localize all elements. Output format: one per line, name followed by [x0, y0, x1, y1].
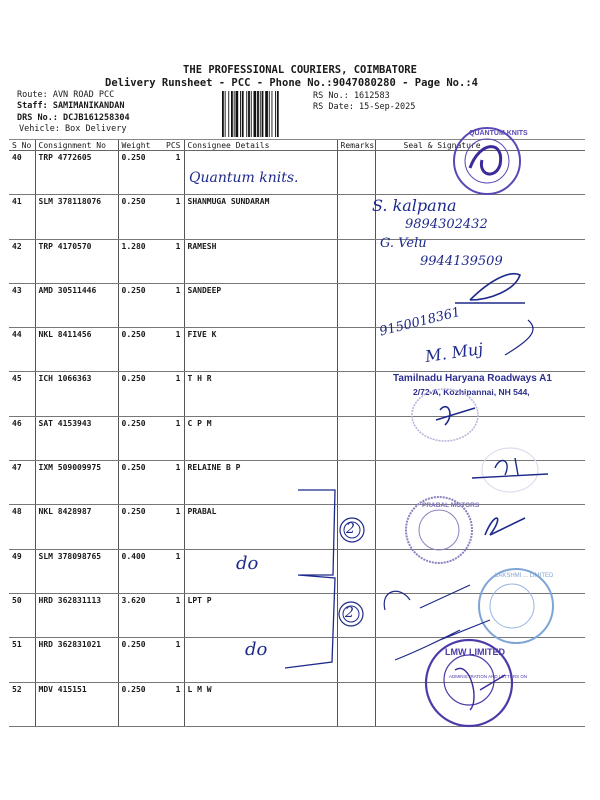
- barcode-bar: [260, 91, 261, 137]
- table-row: [9, 682, 585, 726]
- row-consignee: SANDEEP: [184, 283, 337, 327]
- row-pcs: 1: [163, 283, 184, 327]
- row-seal-signature: [375, 549, 585, 593]
- barcode-bar: [254, 91, 257, 137]
- table-row: [9, 283, 585, 327]
- barcode-bar: [242, 91, 244, 137]
- barcode-bar: [240, 91, 241, 137]
- barcode-bar: [248, 91, 250, 137]
- row-pcs: 1: [163, 416, 184, 460]
- row-pcs: 1: [163, 549, 184, 593]
- handwritten-consignee-note: Quantum knits.: [189, 170, 299, 186]
- col-pcs: PCS: [163, 140, 184, 151]
- row-pcs: 1: [163, 461, 184, 505]
- row-seal-signature: [375, 416, 585, 460]
- row-consignee: FIVE K: [184, 328, 337, 372]
- row-weight: 0.250: [118, 151, 163, 195]
- row-sno: 46: [9, 416, 35, 460]
- vehicle-label: Vehicle: Box Delivery: [19, 124, 127, 134]
- barcode-bar: [222, 91, 224, 137]
- row-weight: 0.250: [118, 195, 163, 239]
- row-sno: 52: [9, 682, 35, 726]
- row-consignment-no: IXM 509009975: [35, 461, 118, 505]
- row-consignment-no: SLM 378118076: [35, 195, 118, 239]
- rs-date: RS Date: 15-Sep-2025: [313, 102, 416, 112]
- row-remarks: [337, 416, 375, 460]
- row-sno: 44: [9, 328, 35, 372]
- row-consignee: [184, 549, 337, 593]
- row-remarks: [337, 195, 375, 239]
- route-label: Route: AVN ROAD PCC: [17, 90, 115, 100]
- row-consignment-no: HRD 362831113: [35, 593, 118, 637]
- lakshmi-stamp-text: LAKSHMI ... LIMITED: [495, 573, 554, 579]
- row-seal-signature: [375, 505, 585, 549]
- table-row: [9, 416, 585, 460]
- row-pcs: 1: [163, 328, 184, 372]
- row-consignment-no: TRP 4772605: [35, 151, 118, 195]
- row-consignee: L M W: [184, 682, 337, 726]
- row-remarks: [337, 283, 375, 327]
- row-seal-signature: [375, 593, 585, 637]
- row-sno: 43: [9, 283, 35, 327]
- row-weight: 0.250: [118, 283, 163, 327]
- barcode-bar: [257, 91, 259, 137]
- row-consignment-no: NKL 8411456: [35, 328, 118, 372]
- row-remarks: [337, 638, 375, 682]
- row-sno: 49: [9, 549, 35, 593]
- handwritten-phone-44: 9150018361: [378, 304, 462, 340]
- row-seal-signature: [375, 151, 585, 195]
- lmw-stamp-inner: ADMINISTRATION AND LETTERS ON: [449, 674, 528, 679]
- row-pcs: 1: [163, 505, 184, 549]
- thr-stamp-line1: Tamilnadu Haryana Roadways A1: [393, 373, 552, 384]
- row-consignee: RELAINE B P: [184, 461, 337, 505]
- row-remarks: [337, 328, 375, 372]
- row-pcs: 1: [163, 239, 184, 283]
- row-weight: 0.400: [118, 549, 163, 593]
- row-consignment-no: SLM 378098765: [35, 549, 118, 593]
- row-remarks: [337, 593, 375, 637]
- row-consignee: RAMESH: [184, 239, 337, 283]
- company-title: THE PROFESSIONAL COURIERS, COIMBATORE: [183, 64, 417, 76]
- row-remarks: [337, 372, 375, 416]
- row-sno: 40: [9, 151, 35, 195]
- barcode-bar: [272, 91, 273, 137]
- ditto-mark-51: do: [245, 639, 268, 660]
- row-remarks: [337, 682, 375, 726]
- thr-stamp-line2: 2/72-A, Kozhipannai, NH 544,: [413, 387, 530, 397]
- row-pcs: 1: [163, 195, 184, 239]
- table-row: [9, 549, 585, 593]
- row-consignment-no: TRP 4170570: [35, 239, 118, 283]
- row-pcs: 1: [163, 151, 184, 195]
- quantum-knits-stamp-text: QUANTUM KNITS: [469, 130, 528, 137]
- prabal-stamp-text: PRABAL MOTORS: [422, 502, 480, 509]
- row-consignee: C P M: [184, 416, 337, 460]
- handwritten-phone-41: 9894302432: [405, 217, 488, 232]
- row-sno: 50: [9, 593, 35, 637]
- piece-count-circle-2: 2: [345, 605, 354, 621]
- barcode-bar: [262, 91, 264, 137]
- row-consignee: PRABAL: [184, 505, 337, 549]
- row-consignment-no: NKL 8428987: [35, 505, 118, 549]
- barcode-bar: [246, 91, 247, 137]
- row-consignment-no: ICH 1066363: [35, 372, 118, 416]
- handwritten-signature-41: S. kalpana: [372, 196, 457, 215]
- row-consignment-no: HRD 362831021: [35, 638, 118, 682]
- row-consignee: LPT P: [184, 593, 337, 637]
- piece-count-circle-1: 2: [346, 521, 355, 537]
- lmw-stamp-text: LMW LIMITED: [445, 647, 505, 657]
- handwritten-signature-42: G. Velu: [380, 236, 427, 251]
- handwritten-signature-44: M. Muj: [423, 339, 485, 366]
- barcode-bar: [228, 91, 229, 137]
- barcode-bar: [275, 91, 276, 137]
- barcode-bar: [236, 91, 239, 137]
- ditto-mark-49: do: [236, 553, 259, 574]
- row-remarks: [337, 549, 375, 593]
- col-remarks: Remarks: [337, 140, 375, 151]
- table-row: [9, 195, 585, 239]
- row-consignment-no: MDV 415151: [35, 682, 118, 726]
- row-weight: 0.250: [118, 372, 163, 416]
- row-weight: 1.280: [118, 239, 163, 283]
- row-weight: 0.250: [118, 505, 163, 549]
- table-row: [9, 505, 585, 549]
- row-pcs: 1: [163, 372, 184, 416]
- staff-label: Staff: SAMIMANIKANDAN: [17, 101, 125, 111]
- table-row: [9, 328, 585, 372]
- table-row: [9, 461, 585, 505]
- barcode-bar: [231, 91, 233, 137]
- col-sno: S No: [9, 140, 35, 151]
- barcode-bar: [225, 91, 226, 137]
- row-seal-signature: [375, 682, 585, 726]
- row-consignee: T H R: [184, 372, 337, 416]
- row-consignment-no: SAT 4153943: [35, 416, 118, 460]
- table-row: [9, 593, 585, 637]
- barcode-bar: [269, 91, 270, 137]
- row-remarks: [337, 505, 375, 549]
- row-pcs: 1: [163, 638, 184, 682]
- col-weight: Weight: [118, 140, 163, 151]
- barcode-bar: [265, 91, 268, 137]
- row-weight: 0.250: [118, 328, 163, 372]
- row-sno: 42: [9, 239, 35, 283]
- row-sno: 48: [9, 505, 35, 549]
- row-remarks: [337, 239, 375, 283]
- row-sno: 41: [9, 195, 35, 239]
- col-consignee: Consignee Details: [184, 140, 337, 151]
- row-consignee: SHANMUGA SUNDARAM: [184, 195, 337, 239]
- row-sno: 47: [9, 461, 35, 505]
- row-sno: 51: [9, 638, 35, 682]
- row-remarks: [337, 461, 375, 505]
- row-weight: 0.250: [118, 682, 163, 726]
- table-row: [9, 638, 585, 682]
- rs-number: RS No.: 1612583: [313, 91, 390, 101]
- row-weight: 0.250: [118, 638, 163, 682]
- table-header-row: [9, 140, 585, 151]
- row-consignment-no: AMD 30511446: [35, 283, 118, 327]
- col-seal: Seal & Signature: [375, 140, 585, 151]
- barcode-bar: [234, 91, 235, 137]
- row-sno: 45: [9, 372, 35, 416]
- row-remarks: [337, 151, 375, 195]
- barcode: [222, 91, 312, 137]
- drs-number: DRS No.: DCJB161258304: [17, 113, 130, 123]
- runsheet-subtitle: Delivery Runsheet - PCC - Phone No.:9047080280 - Page No.:4: [105, 77, 478, 89]
- row-seal-signature: [375, 461, 585, 505]
- row-weight: 0.250: [118, 416, 163, 460]
- row-seal-signature: [375, 638, 585, 682]
- barcode-bar: [277, 91, 279, 137]
- row-pcs: 1: [163, 682, 184, 726]
- handwritten-phone-42: 9944139509: [420, 254, 503, 269]
- row-pcs: 1: [163, 593, 184, 637]
- row-weight: 3.620: [118, 593, 163, 637]
- col-consignment: Consignment No: [35, 140, 118, 151]
- row-weight: 0.250: [118, 461, 163, 505]
- runsheet-table: [9, 139, 585, 727]
- barcode-bar: [251, 91, 252, 137]
